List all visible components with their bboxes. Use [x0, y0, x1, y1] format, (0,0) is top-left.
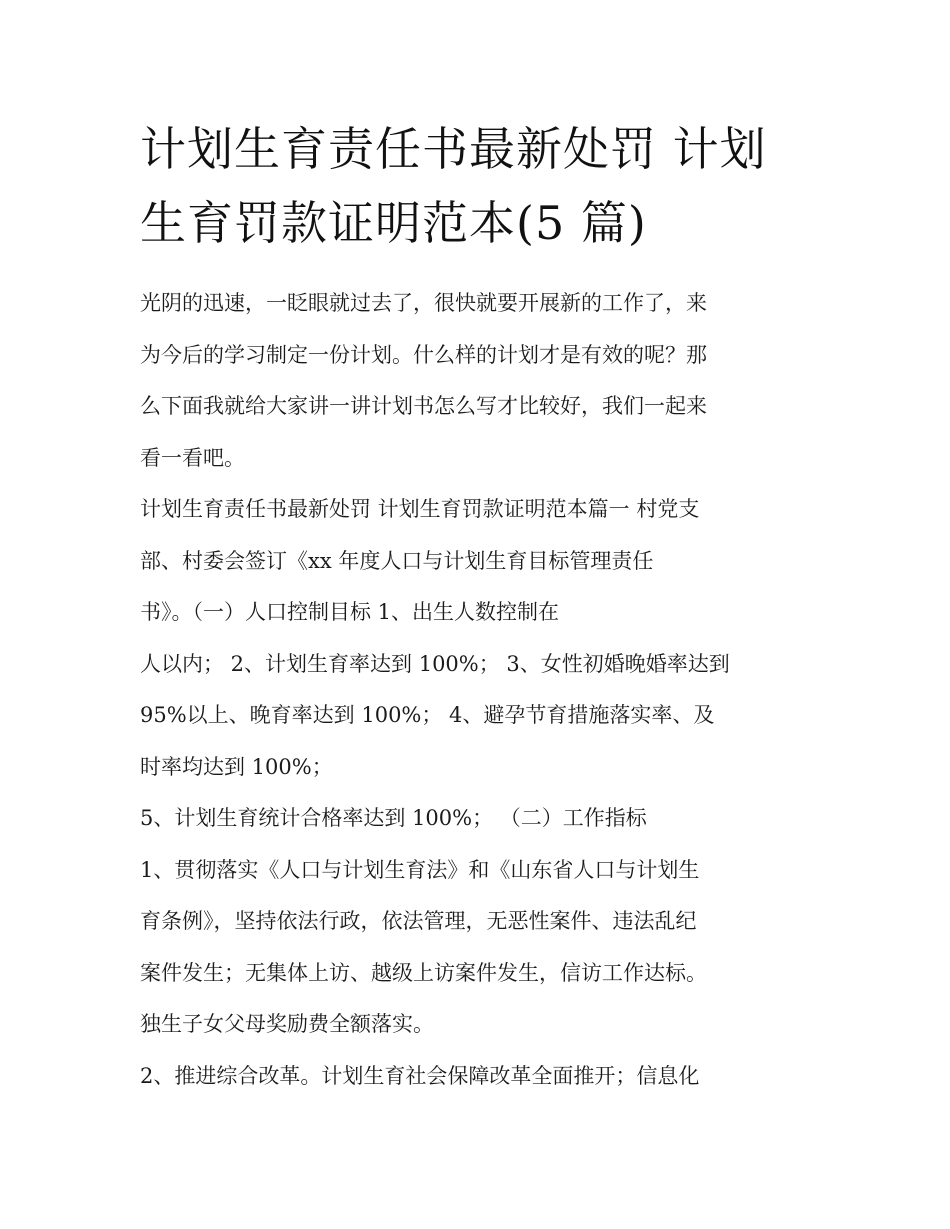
text-line: 计划生育责任书最新处罚 计划生育罚款证明范本篇一 村党支 [140, 497, 700, 521]
text-line: 光阴的迅速，一眨眼就过去了，很快就要开展新的工作了，来 [140, 291, 707, 315]
text-line: 时率均达到 100%； [140, 754, 333, 779]
title-line: 生育罚款证明范本(5 篇) [140, 196, 647, 250]
text-line: 为今后的学习制定一份计划。什么样的计划才是有效的呢？那 [140, 342, 707, 367]
text-line: 2、推进综合改革。计划生育社会保障改革全面推开；信息化 [140, 1063, 700, 1088]
text-line: 看一看吧。 [140, 445, 245, 470]
text-line: 么下面我就给大家讲一讲计划书怎么写才比较好，我们一起来 [140, 394, 707, 418]
text-line: 人以内； 2、计划生育率达到 100%； 3、女性初婚晚婚率达到 [140, 651, 730, 676]
text-line: 1、贯彻落实《人口与计划生育法》和《山东省人口与计划生 [140, 857, 700, 882]
text-line: 书》。（一）人口控制目标 1、出生人数控制在 [140, 600, 560, 624]
paragraph-work-item-2 [140, 1051, 830, 1103]
title-line: 计划生育责任书最新处罚 计划 [140, 122, 767, 176]
paragraph-item-5 [140, 793, 830, 845]
document-title [140, 112, 820, 260]
text-line: 育条例》，坚持依法行政，依法管理，无恶性案件、违法乱纪 [140, 909, 697, 933]
paragraph-intro [140, 278, 830, 484]
paragraph-work-item-1 [140, 845, 830, 1051]
text-line: 独生子女父母奖励费全额落实。 [140, 1012, 434, 1036]
text-line: 95%以上、晚育率达到 100%； 4、避孕节育措施落实率、及 [140, 703, 715, 727]
text-line: 部、村委会签订《xx 年度人口与计划生育目标管理责任 [140, 548, 654, 573]
document-body [140, 278, 830, 1102]
text-line: 5、计划生育统计合格率达到 100%； （二）工作指标 [140, 806, 647, 830]
paragraph-section-one [140, 484, 830, 793]
text-line: 案件发生；无集体上访、越级上访案件发生，信访工作达标。 [140, 960, 707, 985]
